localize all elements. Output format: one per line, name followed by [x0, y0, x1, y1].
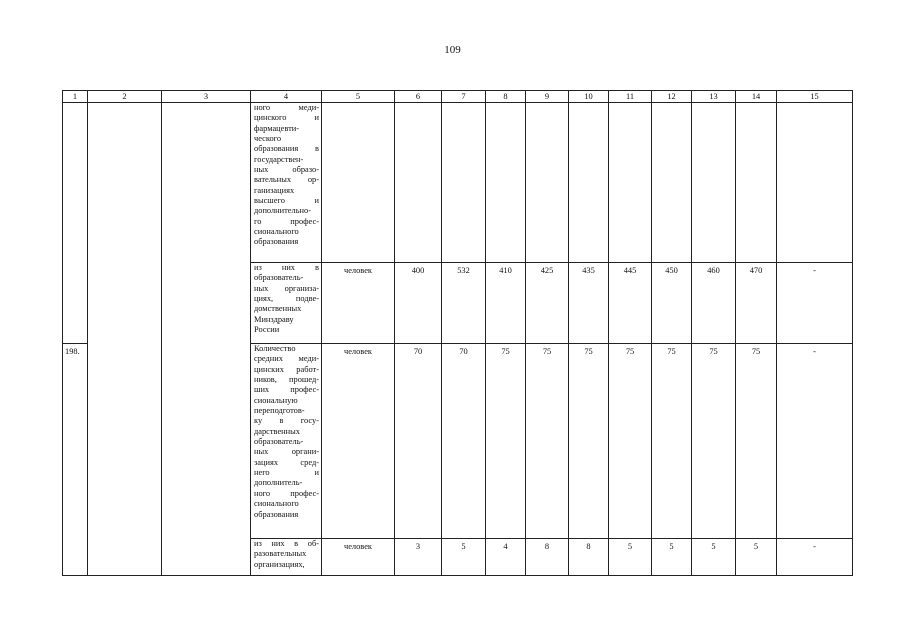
indicator-line: переподготов- [254, 406, 305, 416]
col15-cell: - [777, 344, 853, 539]
indicator-line: ного меди- [254, 103, 319, 112]
indicator-line: него и [254, 468, 319, 478]
indicator-line: средних меди- [254, 354, 319, 364]
value-cell: 410 [486, 263, 526, 344]
indicator-line: фармацевти- [254, 123, 300, 133]
value-cell: 5 [442, 539, 486, 576]
value-cell: 5 [736, 539, 777, 576]
indicator-line: Количество [254, 344, 296, 353]
indicator-line: дарственных [254, 426, 300, 436]
unit-cell: человек [322, 263, 395, 344]
indicator-cell [251, 263, 322, 344]
value-cell [395, 103, 442, 263]
indicator-line: ных образо- [254, 165, 319, 175]
indicator-line: ных организа- [254, 283, 319, 293]
value-cell: 425 [526, 263, 569, 344]
data-table [62, 90, 853, 576]
value-cell: 400 [395, 263, 442, 344]
value-cell: 75 [526, 344, 569, 539]
value-cell: 8 [569, 539, 609, 576]
value-cell: 75 [486, 344, 526, 539]
column-number: 4 [251, 91, 322, 103]
indicator-line: образования в [254, 144, 319, 154]
value-cell [526, 103, 569, 263]
indicator-cell [251, 539, 322, 576]
value-cell: 8 [526, 539, 569, 576]
value-cell: 5 [692, 539, 736, 576]
value-cell: 75 [652, 344, 692, 539]
value-cell: 445 [609, 263, 652, 344]
value-cell: 4 [486, 539, 526, 576]
column-number: 8 [486, 91, 526, 103]
column-number: 9 [526, 91, 569, 103]
indicator-line: образования [254, 237, 299, 247]
indicator-line: образования [254, 509, 299, 519]
indicator-line: сионального [254, 499, 299, 509]
indicator-line: домственных [254, 304, 302, 314]
indicator-line: разовательных [254, 549, 307, 559]
indicator-line: образователь- [254, 273, 304, 283]
indicator-line: циях, подве- [254, 294, 319, 304]
column-3-cell [162, 103, 251, 576]
indicator-cell [251, 103, 322, 263]
unit-cell: человек [322, 539, 395, 576]
value-cell: 460 [692, 263, 736, 344]
column-number: 2 [88, 91, 162, 103]
indicator-line: ших профес- [254, 385, 319, 395]
column-number: 6 [395, 91, 442, 103]
indicator-line: зациях сред- [254, 457, 319, 467]
value-cell: 450 [652, 263, 692, 344]
indicator-line: Минздраву [254, 314, 294, 324]
value-cell: 5 [652, 539, 692, 576]
column-number: 15 [777, 91, 853, 103]
indicator-line: сиональную [254, 395, 298, 405]
column-2-cell [88, 103, 162, 576]
indicator-line: ного профес- [254, 488, 319, 498]
value-cell: 532 [442, 263, 486, 344]
indicator-line: цинских работ- [254, 364, 319, 374]
unit-cell: человек [322, 344, 395, 539]
value-cell: 75 [692, 344, 736, 539]
col15-cell: - [777, 263, 853, 344]
indicator-line: ческого [254, 134, 282, 144]
value-cell [442, 103, 486, 263]
row-number-cell: 198. [63, 344, 88, 576]
value-cell: 75 [569, 344, 609, 539]
indicator-line: вательных ор- [254, 175, 319, 185]
column-number: 11 [609, 91, 652, 103]
indicator-line: го профес- [254, 216, 319, 226]
value-cell: 75 [736, 344, 777, 539]
indicator-line: России [254, 325, 280, 335]
unit-cell [322, 103, 395, 263]
value-cell: 70 [442, 344, 486, 539]
column-number: 1 [63, 91, 88, 103]
value-cell: 70 [395, 344, 442, 539]
value-cell [736, 103, 777, 263]
row-number-cell [63, 103, 88, 344]
column-number: 12 [652, 91, 692, 103]
table-row [63, 103, 853, 263]
col15-cell [777, 103, 853, 263]
col15-cell: - [777, 539, 853, 576]
value-cell [569, 103, 609, 263]
column-number: 13 [692, 91, 736, 103]
indicator-line: дополнительно- [254, 206, 311, 216]
column-number: 3 [162, 91, 251, 103]
column-number-row [63, 91, 853, 103]
indicator-line: из них в об- [254, 539, 319, 548]
value-cell: 5 [609, 539, 652, 576]
indicator-line: ных органи- [254, 447, 319, 457]
column-number: 10 [569, 91, 609, 103]
indicator-line: цинского и [254, 113, 319, 123]
indicator-line: ку в госу- [254, 416, 319, 426]
column-number: 5 [322, 91, 395, 103]
value-cell [486, 103, 526, 263]
value-cell [652, 103, 692, 263]
column-number: 14 [736, 91, 777, 103]
indicator-line: организациях, [254, 559, 305, 569]
indicator-line: ников, прошед- [254, 375, 319, 385]
indicator-line: ганизациях [254, 185, 295, 195]
value-cell [692, 103, 736, 263]
indicator-line: образователь- [254, 437, 304, 447]
column-number: 7 [442, 91, 486, 103]
page-number: 109 [444, 44, 461, 56]
value-cell: 470 [736, 263, 777, 344]
value-cell: 435 [569, 263, 609, 344]
indicator-line: сионального [254, 227, 299, 237]
indicator-line: дополнитель- [254, 478, 303, 488]
indicator-line: государствен- [254, 154, 304, 164]
indicator-line: из них в [254, 263, 319, 272]
value-cell: 3 [395, 539, 442, 576]
value-cell: 75 [609, 344, 652, 539]
indicator-line: высшего и [254, 196, 319, 206]
value-cell [609, 103, 652, 263]
indicator-cell [251, 344, 322, 539]
